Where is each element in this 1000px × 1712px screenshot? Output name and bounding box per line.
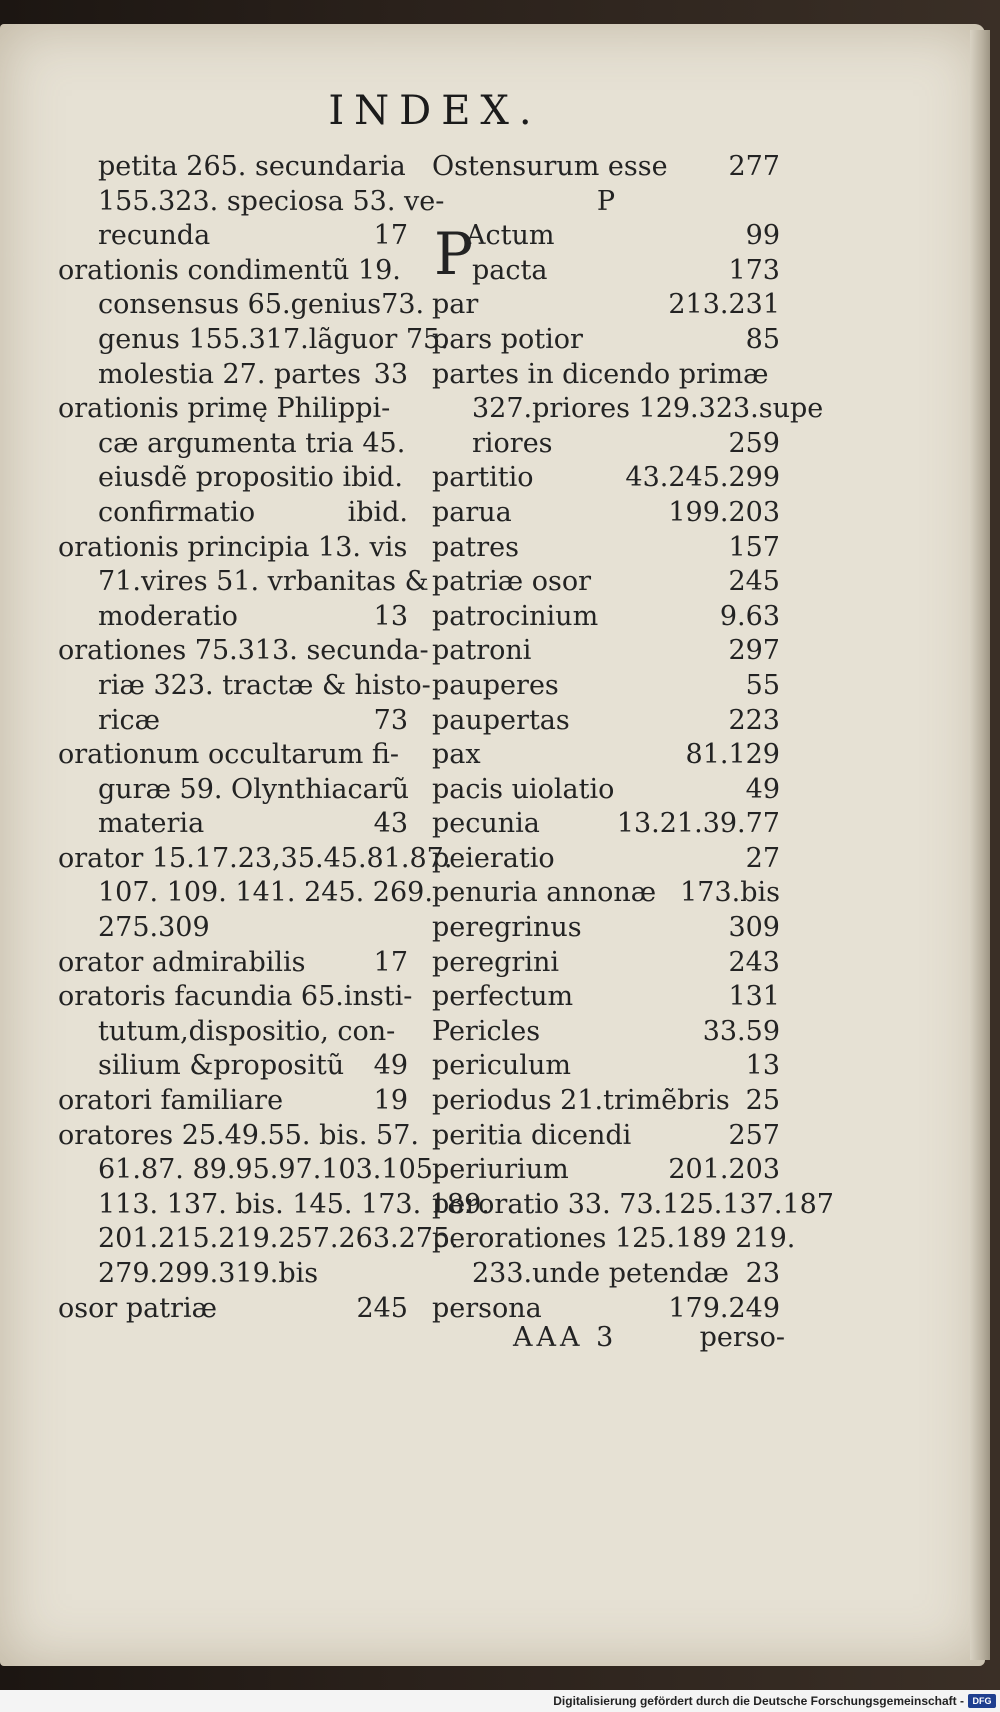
- page-footer: [505, 1322, 785, 1358]
- index-entry: [432, 254, 780, 289]
- index-entry: [58, 1049, 408, 1084]
- entry-pages: 73: [373, 704, 408, 736]
- index-entry: [432, 634, 780, 669]
- drop-initial: P: [434, 220, 474, 289]
- entry-term: guræ 59. Olynthiacarũ: [98, 773, 409, 805]
- index-entry: [58, 842, 453, 877]
- entry-term: oratores 25.49.55. bis. 57.: [58, 1119, 419, 1151]
- entry-pages: 49: [745, 773, 780, 805]
- entry-pages: 17: [373, 220, 408, 252]
- index-entry: [58, 531, 408, 566]
- index-entry: [432, 600, 780, 635]
- entry-term: pecunia: [432, 808, 540, 840]
- index-entry: [432, 946, 780, 981]
- index-column-right: [432, 150, 834, 1326]
- entry-term: consensus 65.genius73.: [98, 289, 425, 321]
- entry-pages: 19: [373, 1085, 408, 1117]
- page-header: INDEX.: [328, 88, 542, 134]
- entry-term: peregrini: [432, 946, 559, 978]
- entry-pages: 85: [745, 323, 780, 355]
- index-entry: [432, 1188, 834, 1223]
- entry-term: 61.87. 89.95.97.103.105.: [98, 1154, 442, 1186]
- entry-term: peritia dicendi: [432, 1119, 632, 1151]
- entry-pages: 173.bis: [680, 877, 780, 909]
- entry-term: partitio: [432, 462, 534, 494]
- entry-pages: 33: [373, 358, 408, 390]
- index-entry: [432, 1153, 780, 1188]
- index-entry: [432, 358, 780, 393]
- entry-term: patres: [432, 531, 519, 563]
- entry-term: partes in dicendo primæ: [432, 358, 769, 390]
- index-entry: [432, 1222, 796, 1257]
- entry-term: pauperes: [432, 669, 559, 701]
- entry-term: patroni: [432, 635, 532, 667]
- index-entry: [432, 427, 780, 462]
- entry-pages: 27: [745, 842, 780, 874]
- entry-term: genus 155.317.lãguor 75.: [98, 323, 449, 355]
- entry-term: pars potior: [432, 323, 583, 355]
- right-entries: [432, 219, 834, 1326]
- index-entry: [58, 496, 408, 531]
- entry-term: 201.215.219.257.263.275.: [98, 1223, 459, 1255]
- entry-term: molestia 27. partes: [98, 358, 361, 390]
- entry-term: riores: [472, 427, 553, 459]
- entry-pages: 49: [373, 1050, 408, 1082]
- index-entry: [58, 1188, 490, 1223]
- index-entry: [58, 669, 431, 704]
- entry-pages: 13.21.39.77: [616, 808, 780, 840]
- entry-term: paupertas: [432, 704, 570, 736]
- index-entry: [432, 219, 780, 254]
- entry-term: cæ argumenta tria 45.: [98, 427, 406, 459]
- index-entry: [58, 323, 449, 358]
- index-entry: [58, 185, 445, 220]
- entry-pages: ibid.: [347, 496, 408, 528]
- index-entry: [58, 150, 408, 185]
- index-entry: [58, 980, 413, 1015]
- entry-term: 107. 109. 141. 245. 269.: [98, 877, 433, 909]
- index-entry: [58, 358, 408, 393]
- entry-term: Ostensurum esse: [432, 151, 668, 182]
- entry-term: peieratio: [432, 842, 555, 874]
- signature-mark: AAA 3: [513, 1322, 618, 1353]
- index-entry: [432, 807, 780, 842]
- entry-pages: 25: [745, 1085, 780, 1117]
- credit-text: Digitalisierung gefördert durch die Deutsche Forschungsgemeinschaft -: [553, 1694, 964, 1708]
- index-entry: [58, 427, 408, 462]
- entry-term: materia: [98, 808, 205, 840]
- index-entry: [58, 461, 408, 496]
- entry-term: Pericles: [432, 1015, 541, 1047]
- index-entry: [432, 323, 780, 358]
- entry-pages: 223: [728, 704, 780, 736]
- index-entry: [58, 1292, 408, 1327]
- entry-term: Actum: [466, 220, 555, 252]
- entry-pages: 43: [373, 808, 408, 840]
- index-entry: [432, 738, 780, 773]
- entry-pages: 81.129: [685, 739, 780, 771]
- index-entry: [432, 704, 780, 739]
- entry-term: petita 265. secundaria: [98, 151, 406, 182]
- index-entry: [58, 565, 429, 600]
- index-entry: [432, 876, 780, 911]
- index-entry: [58, 1015, 408, 1050]
- entry-pages: 99: [745, 220, 780, 252]
- entry-pages: 173: [728, 254, 780, 286]
- letter-heading: P: [596, 185, 616, 217]
- entry-pages: 9.63: [719, 600, 780, 632]
- entry-term: periodus 21.trimẽbris: [432, 1085, 730, 1117]
- entry-term: ricæ: [98, 704, 161, 736]
- index-entry: [58, 219, 408, 254]
- digitization-credit: [0, 1690, 1000, 1712]
- entry-term: pacis uiolatio: [432, 773, 615, 805]
- index-entry: [58, 704, 408, 739]
- entry-pages: 23: [745, 1258, 780, 1289]
- index-entry: [432, 842, 780, 877]
- entry-term: periculum: [432, 1050, 571, 1082]
- entry-term: riæ 323. tractæ & histo-: [98, 669, 431, 701]
- entry-term: 233.unde petendæ: [472, 1258, 729, 1289]
- entry-term: perfectum: [432, 981, 574, 1013]
- dfg-logo: DFG: [968, 1694, 996, 1708]
- index-entry: [432, 1084, 780, 1119]
- index-entry: [432, 773, 780, 808]
- entry-term: recunda: [98, 220, 211, 252]
- entry-pages: 201.203: [668, 1154, 780, 1186]
- entry-term: pacta: [472, 254, 548, 286]
- entry-term: orationis primę Philippi-: [58, 393, 391, 425]
- index-entry: [58, 1119, 419, 1154]
- entry-pages: 245: [728, 566, 780, 598]
- index-entry: [432, 1015, 780, 1050]
- entry-term: confirmatio: [98, 496, 256, 528]
- entry-pages: 245: [356, 1292, 408, 1324]
- index-entry: [432, 980, 780, 1015]
- page-edge: [970, 30, 990, 1660]
- index-entry: [58, 392, 408, 427]
- entry-pages: 13: [745, 1050, 780, 1082]
- entry-term: tutum,dispositio, con-: [98, 1015, 396, 1047]
- entry-pages: 43.245.299: [625, 462, 780, 494]
- entry-term: 327.priores 129.323.supe: [472, 393, 824, 425]
- entry-term: patriæ osor: [432, 566, 592, 598]
- index-entry: [432, 496, 780, 531]
- index-entry: [432, 669, 780, 704]
- entry-term: persona: [432, 1292, 542, 1324]
- entry-term: pax: [432, 739, 481, 771]
- index-entry: [432, 392, 824, 427]
- index-entry: [432, 1049, 780, 1084]
- entry-pages: 259: [728, 427, 780, 459]
- entry-pages: 55: [745, 669, 780, 701]
- entry-term: orationes 75.313. secunda-: [58, 635, 429, 667]
- index-entry: [432, 911, 780, 946]
- index-entry: [58, 876, 433, 911]
- index-entry: [432, 531, 780, 566]
- entry-pages: 33.59: [702, 1015, 780, 1047]
- entry-pages: 297: [728, 635, 780, 667]
- index-entry: [58, 288, 425, 323]
- entry-term: par: [432, 289, 479, 321]
- entry-term: 155.323. speciosa 53. ve-: [98, 185, 445, 217]
- entry-term: orator admirabilis: [58, 946, 306, 978]
- index-entry: [432, 1292, 780, 1327]
- index-entry: [58, 946, 408, 981]
- index-entry: [432, 150, 780, 185]
- catchword: perso-: [699, 1322, 785, 1353]
- entry-pages: 213.231: [668, 289, 780, 321]
- entry-term: orationis condimentũ 19.: [58, 254, 401, 286]
- entry-pages: 131: [728, 981, 780, 1013]
- entry-pages: 277: [728, 151, 780, 182]
- entry-term: 113. 137. bis. 145. 173. 189.: [98, 1188, 490, 1220]
- index-entry: [58, 600, 408, 635]
- entry-pages: 243: [728, 946, 780, 978]
- index-entry: [58, 1222, 459, 1257]
- entry-term: orationis principia 13. vis: [58, 531, 408, 563]
- entry-pages: 17: [373, 946, 408, 978]
- index-entry: [58, 911, 408, 946]
- index-entry: [432, 565, 780, 600]
- entry-term: orationum occultarum fi-: [58, 739, 400, 771]
- entry-term: oratori familiare: [58, 1085, 284, 1117]
- index-entry: [58, 807, 408, 842]
- index-entry: [58, 1257, 408, 1292]
- entry-term: peregrinus: [432, 912, 582, 944]
- index-entry: [58, 1153, 442, 1188]
- index-entry: [432, 288, 780, 323]
- entry-term: 71.vires 51. vrbanitas &: [98, 566, 429, 598]
- entry-term: moderatio: [98, 600, 238, 632]
- index-entry: [58, 773, 408, 808]
- index-entry: [432, 461, 780, 496]
- entry-term: silium &propositũ: [98, 1050, 345, 1082]
- entry-term: oratoris facundia 65.insti-: [58, 981, 413, 1013]
- index-entry: [58, 254, 408, 289]
- index-entry: [432, 1119, 780, 1154]
- entry-term: penuria annonæ: [432, 877, 657, 909]
- entry-term: patrocinium: [432, 600, 599, 632]
- entry-pages: 309: [728, 912, 780, 944]
- entry-term: 275.309: [98, 912, 210, 944]
- index-entry: [58, 634, 429, 669]
- entry-pages: 157: [728, 531, 780, 563]
- entry-pages: 179.249: [668, 1292, 780, 1324]
- entry-term: osor patriæ: [58, 1292, 218, 1324]
- entry-term: peroratio 33. 73.125.137.187: [432, 1188, 834, 1220]
- index-entry: [58, 1084, 408, 1119]
- entry-pages: 199.203: [668, 496, 780, 528]
- entry-term: 279.299.319.bis: [98, 1258, 319, 1289]
- entry-pages: 257: [728, 1119, 780, 1151]
- entry-term: eiusdẽ propositio ibid.: [98, 462, 403, 494]
- entry-term: periurium: [432, 1154, 569, 1186]
- index-entry: [58, 738, 408, 773]
- entry-pages: 13: [373, 600, 408, 632]
- entry-term: perorationes 125.189 219.: [432, 1223, 796, 1255]
- index-entry: [432, 1257, 780, 1292]
- entry-term: parua: [432, 496, 512, 528]
- entry-term: orator 15.17.23,35.45.81.87.: [58, 842, 453, 874]
